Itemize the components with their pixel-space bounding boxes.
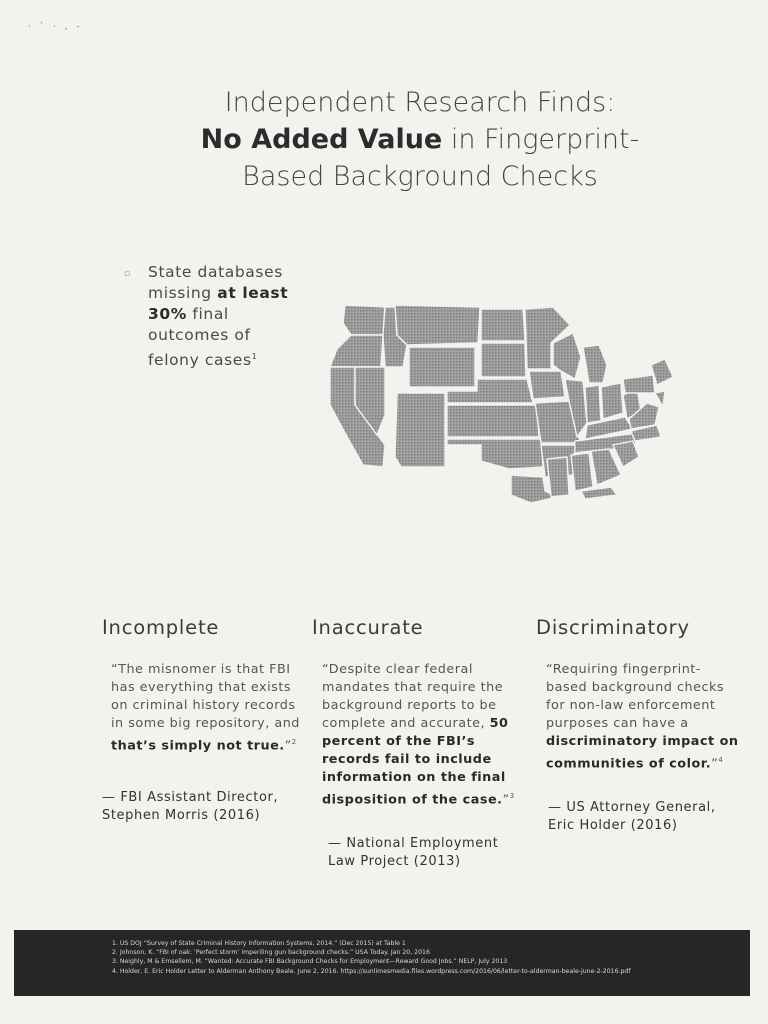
stat-emphasis: at least 30% [148, 284, 289, 323]
quote-end: ” [502, 792, 510, 808]
stat-pre: State databases missing [148, 263, 283, 302]
quote-footnote-ref: 3 [509, 792, 515, 800]
scan-specks: · ` · , ‐ [28, 22, 83, 32]
quote-plain: “The misnomer is that FBI has everything that exists on criminal history records in some big repository, and [111, 662, 300, 731]
map-state-kansas [447, 405, 539, 437]
map-state-new-jersey [655, 391, 665, 407]
attribution-line-1: — National Employment [328, 836, 499, 852]
title-line-2 [140, 121, 700, 158]
title-line-3: Based Background Checks [242, 161, 598, 192]
stat-post: final outcomes of felony cases [148, 305, 252, 370]
map-state-north-dakota [481, 309, 525, 341]
column-heading: Inaccurate [312, 616, 424, 639]
quote-emphasis: discriminatory impact on communities of color. [546, 734, 739, 772]
attribution [102, 789, 307, 825]
attribution-line-2: Eric Holder (2016) [548, 818, 678, 834]
column-heading: Incomplete [102, 616, 220, 639]
attribution [328, 835, 517, 871]
quote-plain: “Despite clear federal mandates that require the background reports to be complete and accurate, [322, 662, 504, 731]
column-incomplete [102, 616, 307, 825]
quote-text [322, 661, 517, 809]
column-discriminatory [536, 616, 741, 835]
attribution-line-2: Stephen Morris (2016) [102, 808, 261, 824]
map-state-south-carolina [613, 441, 639, 467]
column-heading: Discriminatory [536, 616, 690, 639]
attribution-line-1: — US Attorney General, [548, 800, 716, 816]
page-title [140, 84, 700, 195]
attribution-line-1: — FBI Assistant Director, [102, 790, 279, 806]
bullet-icon: ▫ [124, 269, 131, 279]
quote-footnote-ref: 2 [291, 738, 297, 746]
map-state-oklahoma [447, 439, 543, 469]
quote-emphasis: 50 percent of the FBI’s records fail to include information on the final disposition of the case. [322, 716, 509, 808]
attribution-line-2: Law Project (2013) [328, 854, 461, 870]
attribution [548, 799, 741, 835]
footnote-2: 2. Johnson, K. “FBI of oak: ‘Perfect storm’ imperiling gun background checks.” USA Today. Jan 20, 2016 [112, 949, 430, 957]
map-state-new-mexico [395, 393, 445, 467]
quote-text [111, 661, 307, 755]
map-state-alabama [571, 453, 593, 491]
map-state-iowa [529, 371, 565, 399]
quote-end: ” [284, 738, 292, 754]
stat-footnote-ref: 1 [251, 352, 258, 361]
map-state-south-dakota [481, 343, 526, 377]
map-state-michigan [583, 345, 607, 383]
footnotes-bar [14, 930, 750, 996]
title-emphasis: No Added Value [200, 124, 443, 155]
us-states-map-icon [285, 295, 675, 510]
title-line-2-rest: in Fingerprint- [442, 124, 640, 155]
map-state-oregon [330, 335, 383, 367]
stat-callout [124, 262, 298, 371]
footnotes-list [112, 939, 732, 976]
title-line-1: Independent Research Finds: [224, 87, 616, 118]
map-state-mississippi [547, 457, 569, 497]
footnote-3: 3. Neighly, M & Emsellem, M. “Wanted: Accurate FBI Background Checks for Employment—Reward Good Jobs.” NELP, July 2013 [112, 958, 508, 966]
quote-plain: “Requiring fingerprint-based background checks for non-law enforcement purposes can have a [546, 662, 725, 731]
quote-text [546, 661, 741, 773]
map-state-wyoming [409, 347, 475, 387]
footnote-1: 1. US DOJ “Survey of State Criminal History Information Systems, 2014.” (Dec 2015) at Table 1 [112, 940, 406, 947]
column-inaccurate [312, 616, 517, 871]
footnote-4: 4. Holder, E. Eric Holder Letter to Alderman Anthony Beale. June 2, 2016. https://sunlimesmedia.files.wordpress.com/2016/06/letter-to-alderman-beale-june-2-2016.pdf [112, 967, 631, 975]
map-state-montana [395, 305, 480, 345]
quote-end: ” [711, 756, 719, 772]
map-state-washington [343, 305, 385, 335]
map-state-ohio [601, 383, 623, 419]
map-state-georgia [591, 449, 621, 485]
quote-footnote-ref: 4 [718, 756, 724, 764]
map-state-indiana [585, 385, 601, 423]
quote-emphasis: that’s simply not true. [111, 738, 285, 754]
map-state-pennsylvania [623, 375, 655, 393]
stat-text [128, 262, 298, 371]
